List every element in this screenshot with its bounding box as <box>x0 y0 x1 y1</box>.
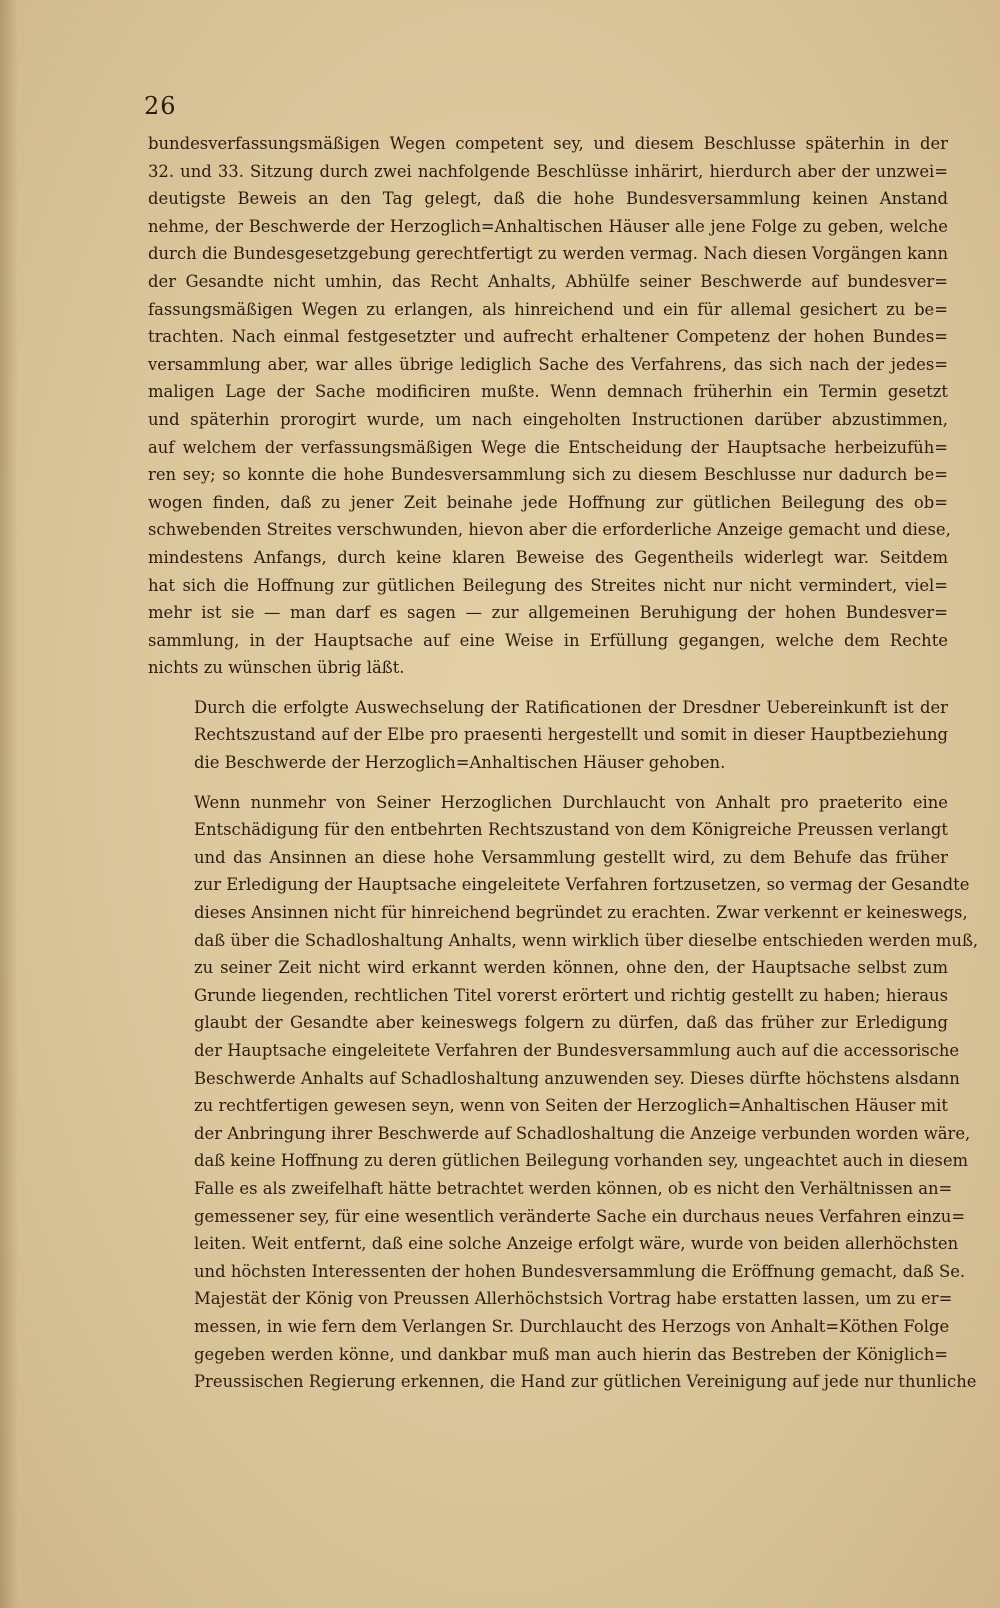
text-line: nehme, der Beschwerde der Herzoglich=Anhaltischen Häuser alle jene Folge zu geben, welche <box>148 216 948 236</box>
text-line: mindestens Anfangs, durch keine klaren Beweise des Gegentheils widerlegt war. Seitdem <box>148 547 948 567</box>
text-line: und höchsten Interessenten der hohen Bundesversammlung die Eröffnung gemacht, daß Se. <box>194 1261 966 1281</box>
text-line: und das Ansinnen an diese hohe Versammlung gestellt wird, zu dem Behufe das früher <box>194 847 948 867</box>
text-line: die Beschwerde der Herzoglich=Anhaltischen Häuser gehoben. <box>194 753 726 773</box>
text-line: Rechtszustand auf der Elbe pro praesenti hergestellt und somit in dieser Hauptbeziehung <box>194 725 948 745</box>
page-number: 26 <box>144 92 177 120</box>
text-line: Falle es als zweifelhaft hätte betrachtet werden können, ob es nicht den Verhältnissen an= <box>194 1178 953 1198</box>
text-line: leiten. Weit entfernt, daß eine solche Anzeige erfolgt wäre, wurde von beiden allerhöchsten <box>194 1234 959 1254</box>
text-line: gegeben werden könne, und dankbar muß man auch hierin das Bestreben der Königlich= <box>194 1344 948 1364</box>
text-line: deutigste Beweis an den Tag gelegt, daß die hohe Bundesversammlung keinen Anstand <box>148 189 948 209</box>
text-line: Preussischen Regierung erkennen, die Hand zur gütlichen Vereinigung auf jede nur thunliche <box>194 1372 977 1392</box>
paragraph-1 <box>148 130 951 682</box>
text-line: versammlung aber, war alles übrige lediglich Sache des Verfahrens, das sich nach der jedes= <box>148 354 948 374</box>
text-line: wogen finden, daß zu jener Zeit beinahe jede Hoffnung zur gütlichen Beilegung des ob= <box>148 492 948 512</box>
text-line: zur Erledigung der Hauptsache eingeleitete Verfahren fortzusetzen, so vermag der Gesandte <box>194 875 970 895</box>
text-line: dieses Ansinnen nicht für hinreichend begründet zu erachten. Zwar verkennt er keineswegs, <box>194 903 968 923</box>
text-line: hat sich die Hoffnung zur gütlichen Beilegung des Streites nicht nur nicht vermindert, viel= <box>148 575 948 595</box>
text-line: messen, in wie fern dem Verlangen Sr. Durchlaucht des Herzogs von Anhalt=Köthen Folge <box>194 1316 950 1336</box>
text-line: Majestät der König von Preussen Allerhöchstsich Vortrag habe erstatten lassen, um zu er= <box>194 1289 953 1309</box>
text-line: der Anbringung ihrer Beschwerde auf Schadloshaltung die Anzeige verbunden worden wäre, <box>194 1123 971 1143</box>
text-line: schwebenden Streites verschwunden, hievon aber die erforderliche Anzeige gemacht und diese, <box>148 520 951 540</box>
paragraph-2 <box>148 694 948 777</box>
paragraph-3 <box>148 789 979 1396</box>
text-line: gemessener sey, für eine wesentlich veränderte Sache ein durchaus neues Verfahren einzu= <box>194 1206 966 1226</box>
text-line: der Hauptsache eingeleitete Verfahren der Bundesversammlung auch auf die accessorische <box>194 1041 960 1060</box>
text-line: Wenn nunmehr von Seiner Herzoglichen Durchlaucht von Anhalt pro praeterito eine <box>194 792 948 812</box>
text-line: zu rechtfertigen gewesen seyn, wenn von Seiten der Herzoglich=Anhaltischen Häuser mit <box>194 1096 948 1116</box>
text-line: und späterhin prorogirt wurde, um nach eingeholten Instructionen darüber abzustimmen, <box>148 409 948 429</box>
text-line: glaubt der Gesandte aber keineswegs folgern zu dürfen, daß das früher zur Erledigung <box>194 1013 948 1033</box>
text-line: zu seiner Zeit nicht wird erkannt werden können, ohne den, der Hauptsache selbst zum <box>194 958 948 978</box>
text-line: fassungsmäßigen Wegen zu erlangen, als hinreichend und ein für allemal gesichert zu be= <box>148 299 948 319</box>
text-line: mehr ist sie — man darf es sagen — zur allgemeinen Beruhigung der hohen Bundesver= <box>148 603 948 623</box>
text-line: Entschädigung für den entbehrten Rechtszustand von dem Königreiche Preussen verlangt <box>194 820 948 840</box>
text-line: sammlung, in der Hauptsache auf eine Weise in Erfüllung gegangen, welche dem Rechte <box>148 630 948 650</box>
body-text <box>148 130 979 1396</box>
text-line: ren sey; so konnte die hohe Bundesversammlung sich zu diesem Beschlusse nur dadurch be= <box>148 465 948 485</box>
text-line: nichts zu wünschen übrig läßt. <box>148 658 405 678</box>
text-line: 32. und 33. Sitzung durch zwei nachfolgende Beschlüsse inhärirt, hierdurch aber der unzwei= <box>148 161 948 181</box>
text-line: auf welchem der verfassungsmäßigen Wege die Entscheidung der Hauptsache herbeizufüh= <box>148 437 948 457</box>
text-line: Grunde liegenden, rechtlichen Titel vorerst erörtert und richtig gestellt zu haben; hieraus <box>194 985 948 1005</box>
text-line: daß über die Schadloshaltung Anhalts, wenn wirklich über dieselbe entschieden werden muß, <box>194 930 979 950</box>
text-line: Beschwerde Anhalts auf Schadloshaltung anzuwenden sey. Dieses dürfte höchstens alsdann <box>194 1068 960 1088</box>
page-gutter-shadow <box>0 0 18 1608</box>
text-line: daß keine Hoffnung zu deren gütlichen Beilegung vorhanden sey, ungeachtet auch in diesem <box>194 1151 969 1171</box>
text-line: durch die Bundesgesetzgebung gerechtfertigt zu werden vermag. Nach diesen Vorgängen kann <box>148 244 948 264</box>
text-line: trachten. Nach einmal festgesetzter und aufrecht erhaltener Competenz der hohen Bundes= <box>148 327 948 347</box>
text-line: bundesverfassungsmäßigen Wegen competent sey, und diesem Beschlusse späterhin in der <box>148 134 948 153</box>
text-line: Durch die erfolgte Auswechselung der Ratificationen der Dresdner Uebereinkunft ist der <box>194 697 948 717</box>
text-line: der Gesandte nicht umhin, das Recht Anhalts, Abhülfe seiner Beschwerde auf bundesver= <box>148 271 948 291</box>
text-line: maligen Lage der Sache modificiren mußte. Wenn demnach früherhin ein Termin gesetzt <box>148 382 948 402</box>
